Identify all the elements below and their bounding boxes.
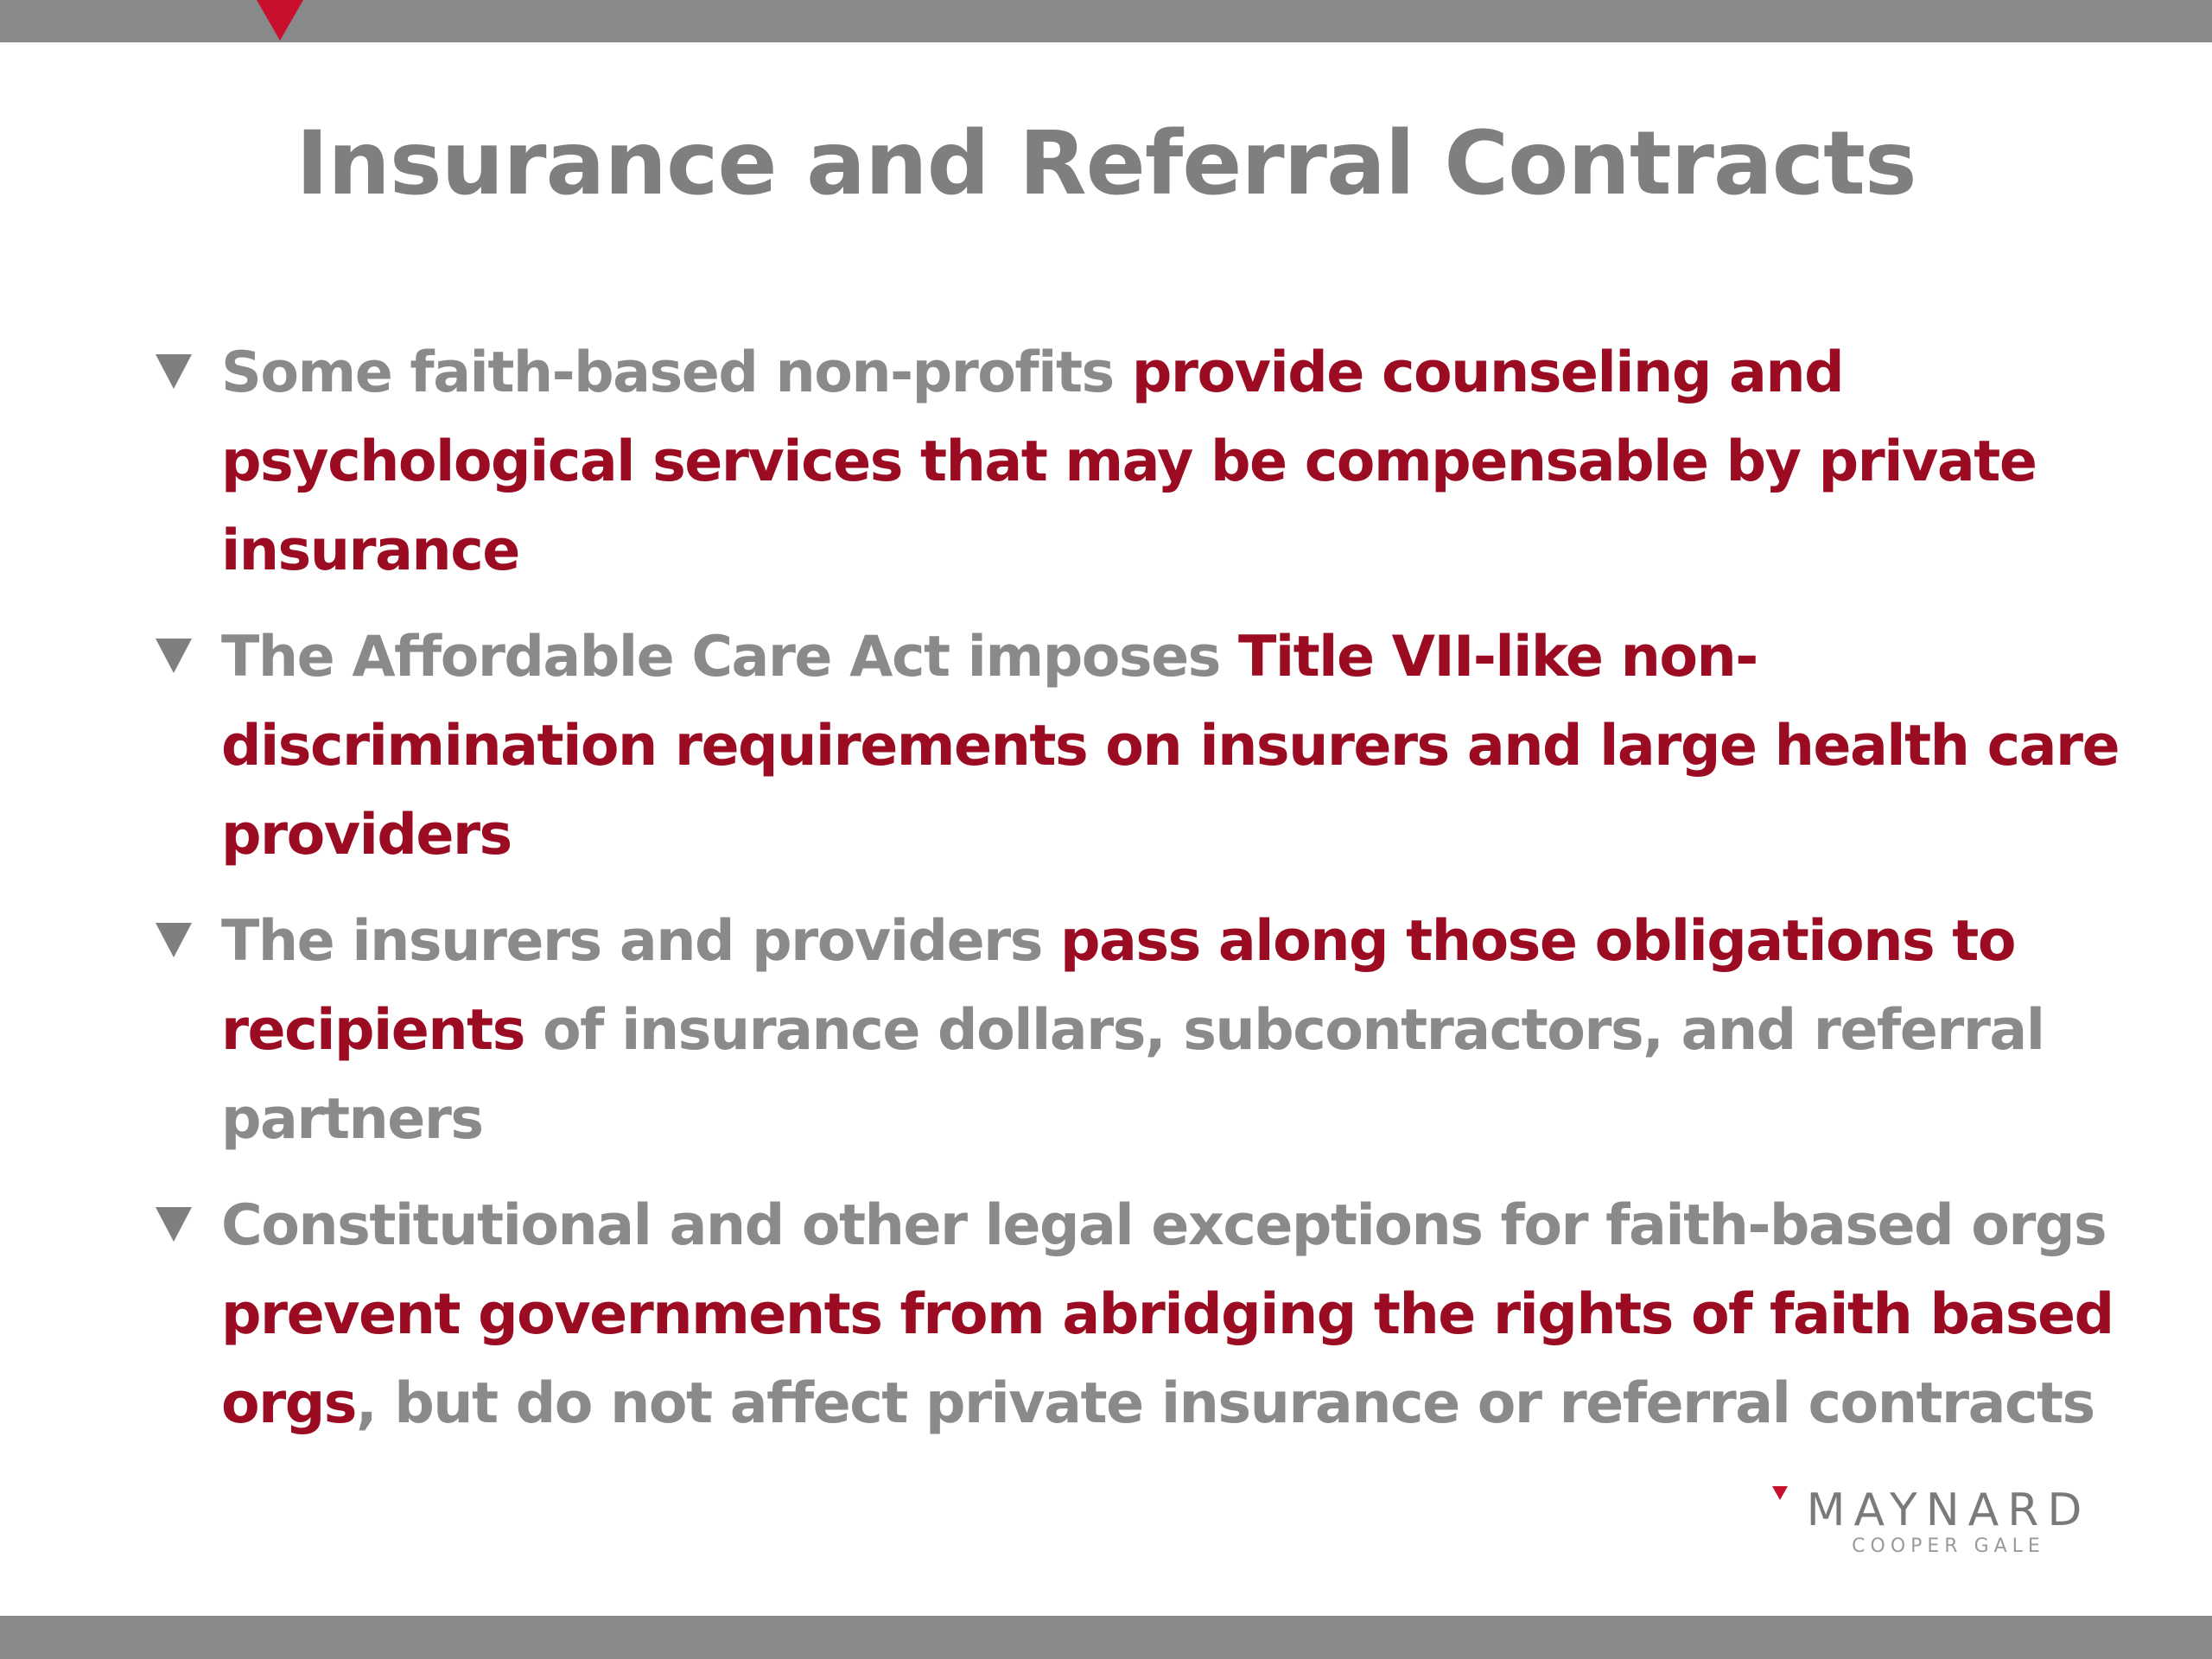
company-logo	[1754, 1486, 2143, 1555]
bullet-text-plain: , but do not affect private insurance or referral contracts	[355, 1371, 2094, 1436]
triangle-bullet-icon	[156, 639, 192, 673]
triangle-bullet-icon	[156, 354, 192, 389]
triangle-bullet-icon	[156, 1207, 192, 1242]
bullet-text-plain: The insurers and providers	[221, 909, 1061, 974]
bullet-list	[156, 328, 2134, 1465]
bullet-text-highlight: prevent governments from abridging the rights of faith based orgs	[221, 1282, 2113, 1436]
bullet-text-plain: of insurance dollars, subcontractors, and referral partners	[221, 998, 2044, 1152]
bullet-text-plain: The Affordable Care Act imposes	[221, 625, 1238, 690]
bullet-text-highlight: pass along those obligations to recipients	[221, 909, 2016, 1063]
bottom-bar	[0, 1616, 2212, 1659]
bullet-text-plain: Constitutional and other legal exceptions for faith-based orgs	[221, 1193, 2107, 1258]
logo-subtitle: COOPER GALE	[1852, 1535, 2045, 1557]
bullet-item	[156, 1181, 2134, 1448]
top-bar	[0, 0, 2212, 42]
bullet-item	[156, 328, 2134, 595]
triangle-bullet-icon	[156, 923, 192, 957]
bullet-text-highlight: Title VII-like non-discrimination requirements on insurers and large health care providers	[221, 625, 2120, 868]
slide-title: Insurance and Referral Contracts	[296, 112, 1916, 215]
top-marker-triangle	[257, 0, 303, 41]
bullet-text-plain: Some faith-based non-profits	[221, 340, 1132, 405]
bullet-item	[156, 897, 2134, 1164]
logo-name: MAYNARD	[1806, 1484, 2091, 1536]
bullet-text-highlight: provide counseling and psychological services that may be compensable by private insurance	[221, 340, 2037, 583]
bullet-item	[156, 613, 2134, 880]
